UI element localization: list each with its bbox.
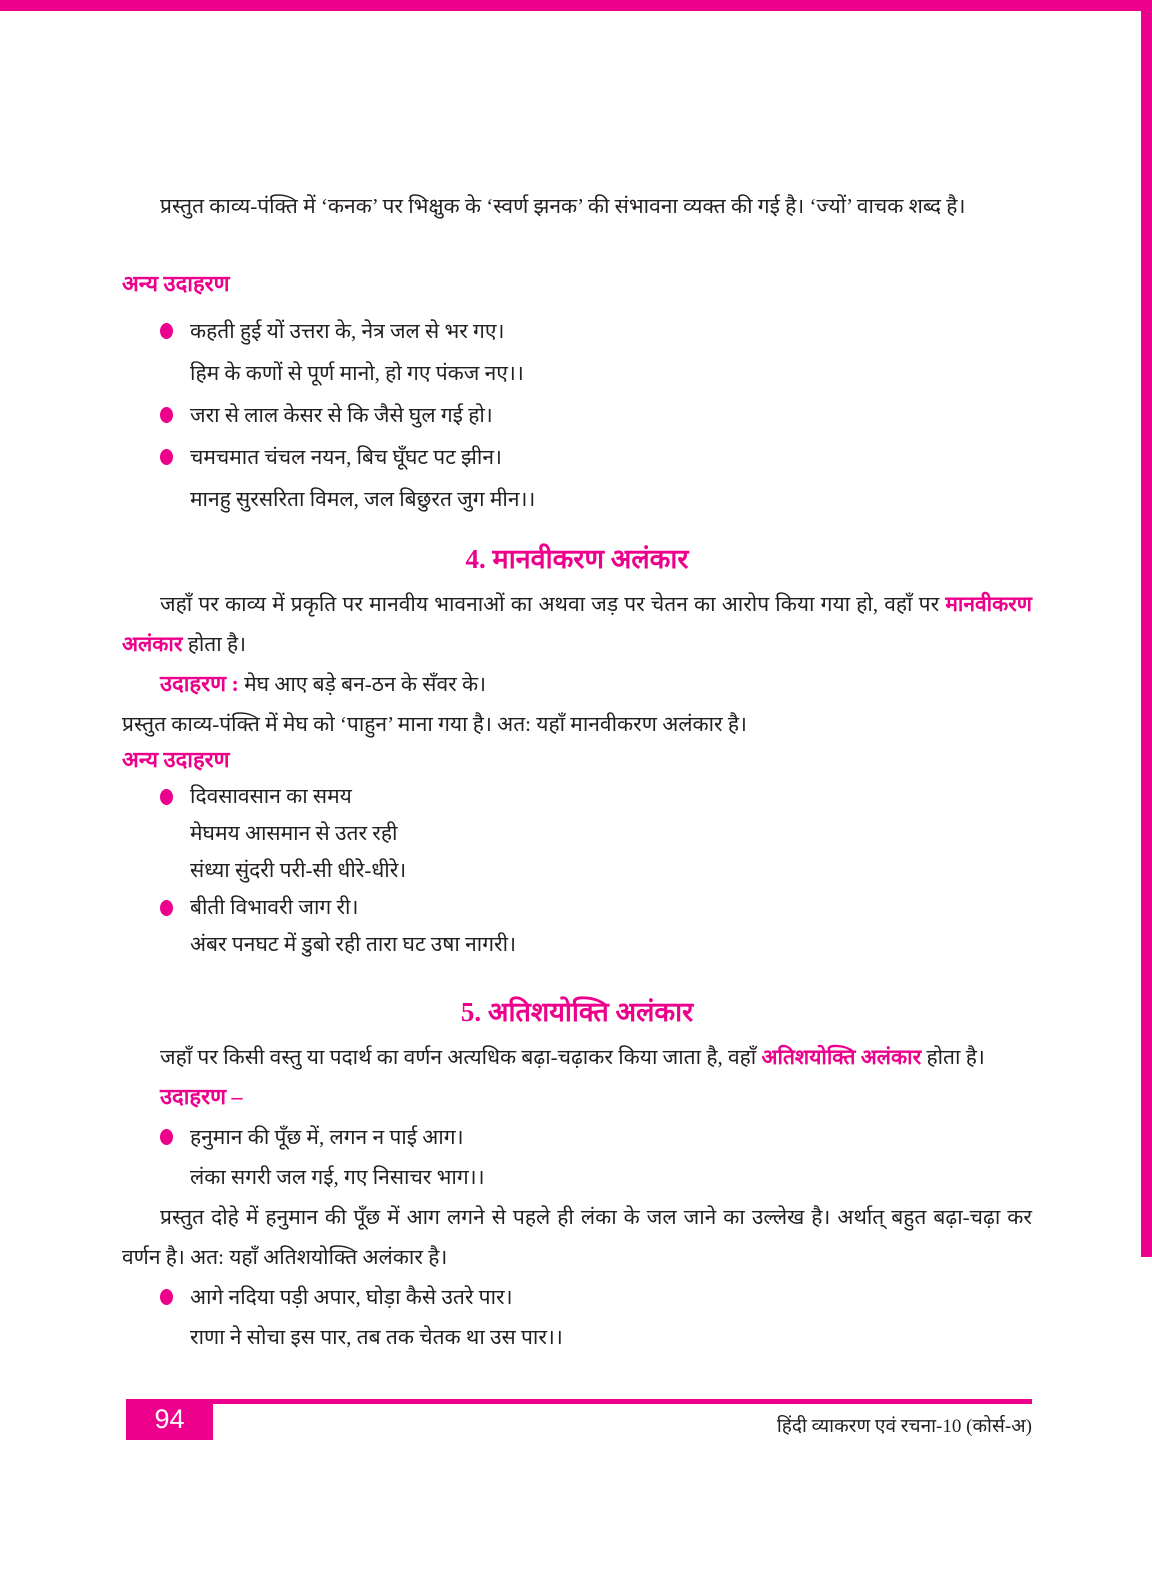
section-5-explanation: प्रस्तुत दोहे में हनुमान की पूँछ में आग लगने से पहले ही लंका के जल जाने का उल्लेख है। अर्थात् बहुत बढ़ा-चढ़ा कर वर्णन है। अत: यहाँ अतिशयोक्ति अलंकार है।	[122, 1205, 1032, 1269]
bullet-icon	[160, 900, 173, 916]
example-item	[122, 1277, 1032, 1357]
verse	[190, 394, 493, 436]
section-5-example-list-after	[122, 1277, 1032, 1357]
verse-line: चमचमात चंचल नयन, बिच घूँघट पट झीन।	[190, 445, 502, 469]
example-label: उदाहरण –	[160, 1084, 243, 1109]
section-4-explanation: प्रस्तुत काव्य-पंक्ति में मेघ को ‘पाहुन’ माना गया है। अत: यहाँ मानवीकरण अलंकार है।	[122, 712, 747, 736]
right-accent-band	[1141, 0, 1152, 1257]
verse-line: लंका सगरी जल गई, गए निसाचर भाग।।	[190, 1165, 485, 1189]
definition-text: होता है।	[921, 1045, 985, 1069]
section-5-example-label	[122, 1077, 1032, 1117]
bullet-icon	[160, 449, 173, 465]
verse-line: अंबर पनघट में डुबो रही तारा घट उषा नागरी।	[190, 932, 517, 956]
section-5-example-list-before	[122, 1117, 1032, 1197]
definition-text: जहाँ पर काव्य में प्रकृति पर मानवीय भावनाओं का अथवा जड़ पर चेतन का आरोप किया गया हो, वहाँ पर	[160, 592, 946, 616]
more-examples-label: अन्य उदाहरण	[122, 271, 230, 296]
definition-text: जहाँ पर किसी वस्तु या पदार्थ का वर्णन अत्यधिक बढ़ा-चढ़ाकर किया जाता है, वहाँ	[160, 1045, 762, 1069]
more-examples-label: अन्य उदाहरण	[122, 747, 230, 772]
example-text: मेघ आए बड़े बन-ठन के सँवर के।	[238, 672, 487, 696]
bullet-icon	[160, 789, 173, 805]
intro-paragraph: प्रस्तुत काव्य-पंक्ति में ‘कनक’ पर भिक्षुक के ‘स्वर्ण झनक’ की संभावना व्यक्त की गई है। ‘ज्यों’ वाचक शब्द है।	[160, 194, 966, 218]
page-number-badge	[126, 1399, 213, 1440]
verse	[190, 1277, 563, 1357]
example-item	[122, 778, 1032, 889]
verse-line: संध्या सुंदरी परी-सी धीरे-धीरे।	[190, 858, 407, 882]
page-content	[122, 0, 1032, 1357]
verse-line: कहती हुई यों उत्तरा के, नेत्र जल से भर गए।	[190, 319, 505, 343]
verse-line: हनुमान की पूँछ में, लगन न पाई आग।	[190, 1125, 464, 1149]
verse-line: आगे नदिया पड़ी अपार, घोड़ा कैसे उतरे पार।	[190, 1285, 513, 1309]
section-4-definition	[122, 584, 1032, 664]
bullet-icon	[160, 407, 173, 423]
section-5-definition	[122, 1037, 1032, 1077]
verse	[190, 889, 516, 963]
verse	[190, 778, 406, 889]
example-label: उदाहरण :	[160, 671, 239, 696]
example-item	[122, 1117, 1032, 1197]
verse-line: जरा से लाल केसर से कि जैसे घुल गई हो।	[190, 403, 493, 427]
page-footer	[122, 1399, 1032, 1469]
example-item	[122, 889, 1032, 963]
verse	[190, 1117, 485, 1197]
definition-highlight: अतिशयोक्ति अलंकार	[761, 1045, 922, 1069]
example-item	[122, 310, 1032, 394]
verse-line: राणा ने सोचा इस पार, तब तक चेतक था उस पार।।	[190, 1325, 563, 1349]
definition-text: होता है।	[182, 632, 247, 656]
example-item	[122, 436, 1032, 520]
verse-line: मानहु सुरसरिता विमल, जल बिछुरत जुग मीन।।	[190, 487, 536, 511]
verse-line: मेघमय आसमान से उतर रही	[190, 821, 398, 845]
section-4-heading: 4. मानवीकरण अलंकार	[465, 544, 689, 574]
verse	[190, 310, 524, 394]
section-4-example-line	[122, 664, 1032, 704]
bullet-icon	[160, 323, 173, 339]
bullet-icon	[160, 1129, 173, 1145]
bullet-icon	[160, 1289, 173, 1305]
intro-example-list	[122, 310, 1032, 520]
example-item	[122, 394, 1032, 436]
book-title: हिंदी व्याकरण एवं रचना-10 (कोर्स-अ)	[776, 1416, 1032, 1437]
verse-line: हिम के कणों से पूर्ण मानो, हो गए पंकज नए।।	[190, 361, 524, 385]
page-number: 94	[154, 1404, 185, 1434]
section-4-example-list	[122, 778, 1032, 963]
verse-line: बीती विभावरी जाग री।	[190, 895, 359, 919]
verse	[190, 436, 535, 520]
footer-rule	[126, 1399, 1032, 1404]
verse-line: दिवसावसान का समय	[190, 784, 352, 808]
section-5-heading: 5. अतिशयोक्ति अलंकार	[460, 997, 694, 1027]
definition-highlight: मानवीकरण अलंकार	[122, 592, 1032, 656]
